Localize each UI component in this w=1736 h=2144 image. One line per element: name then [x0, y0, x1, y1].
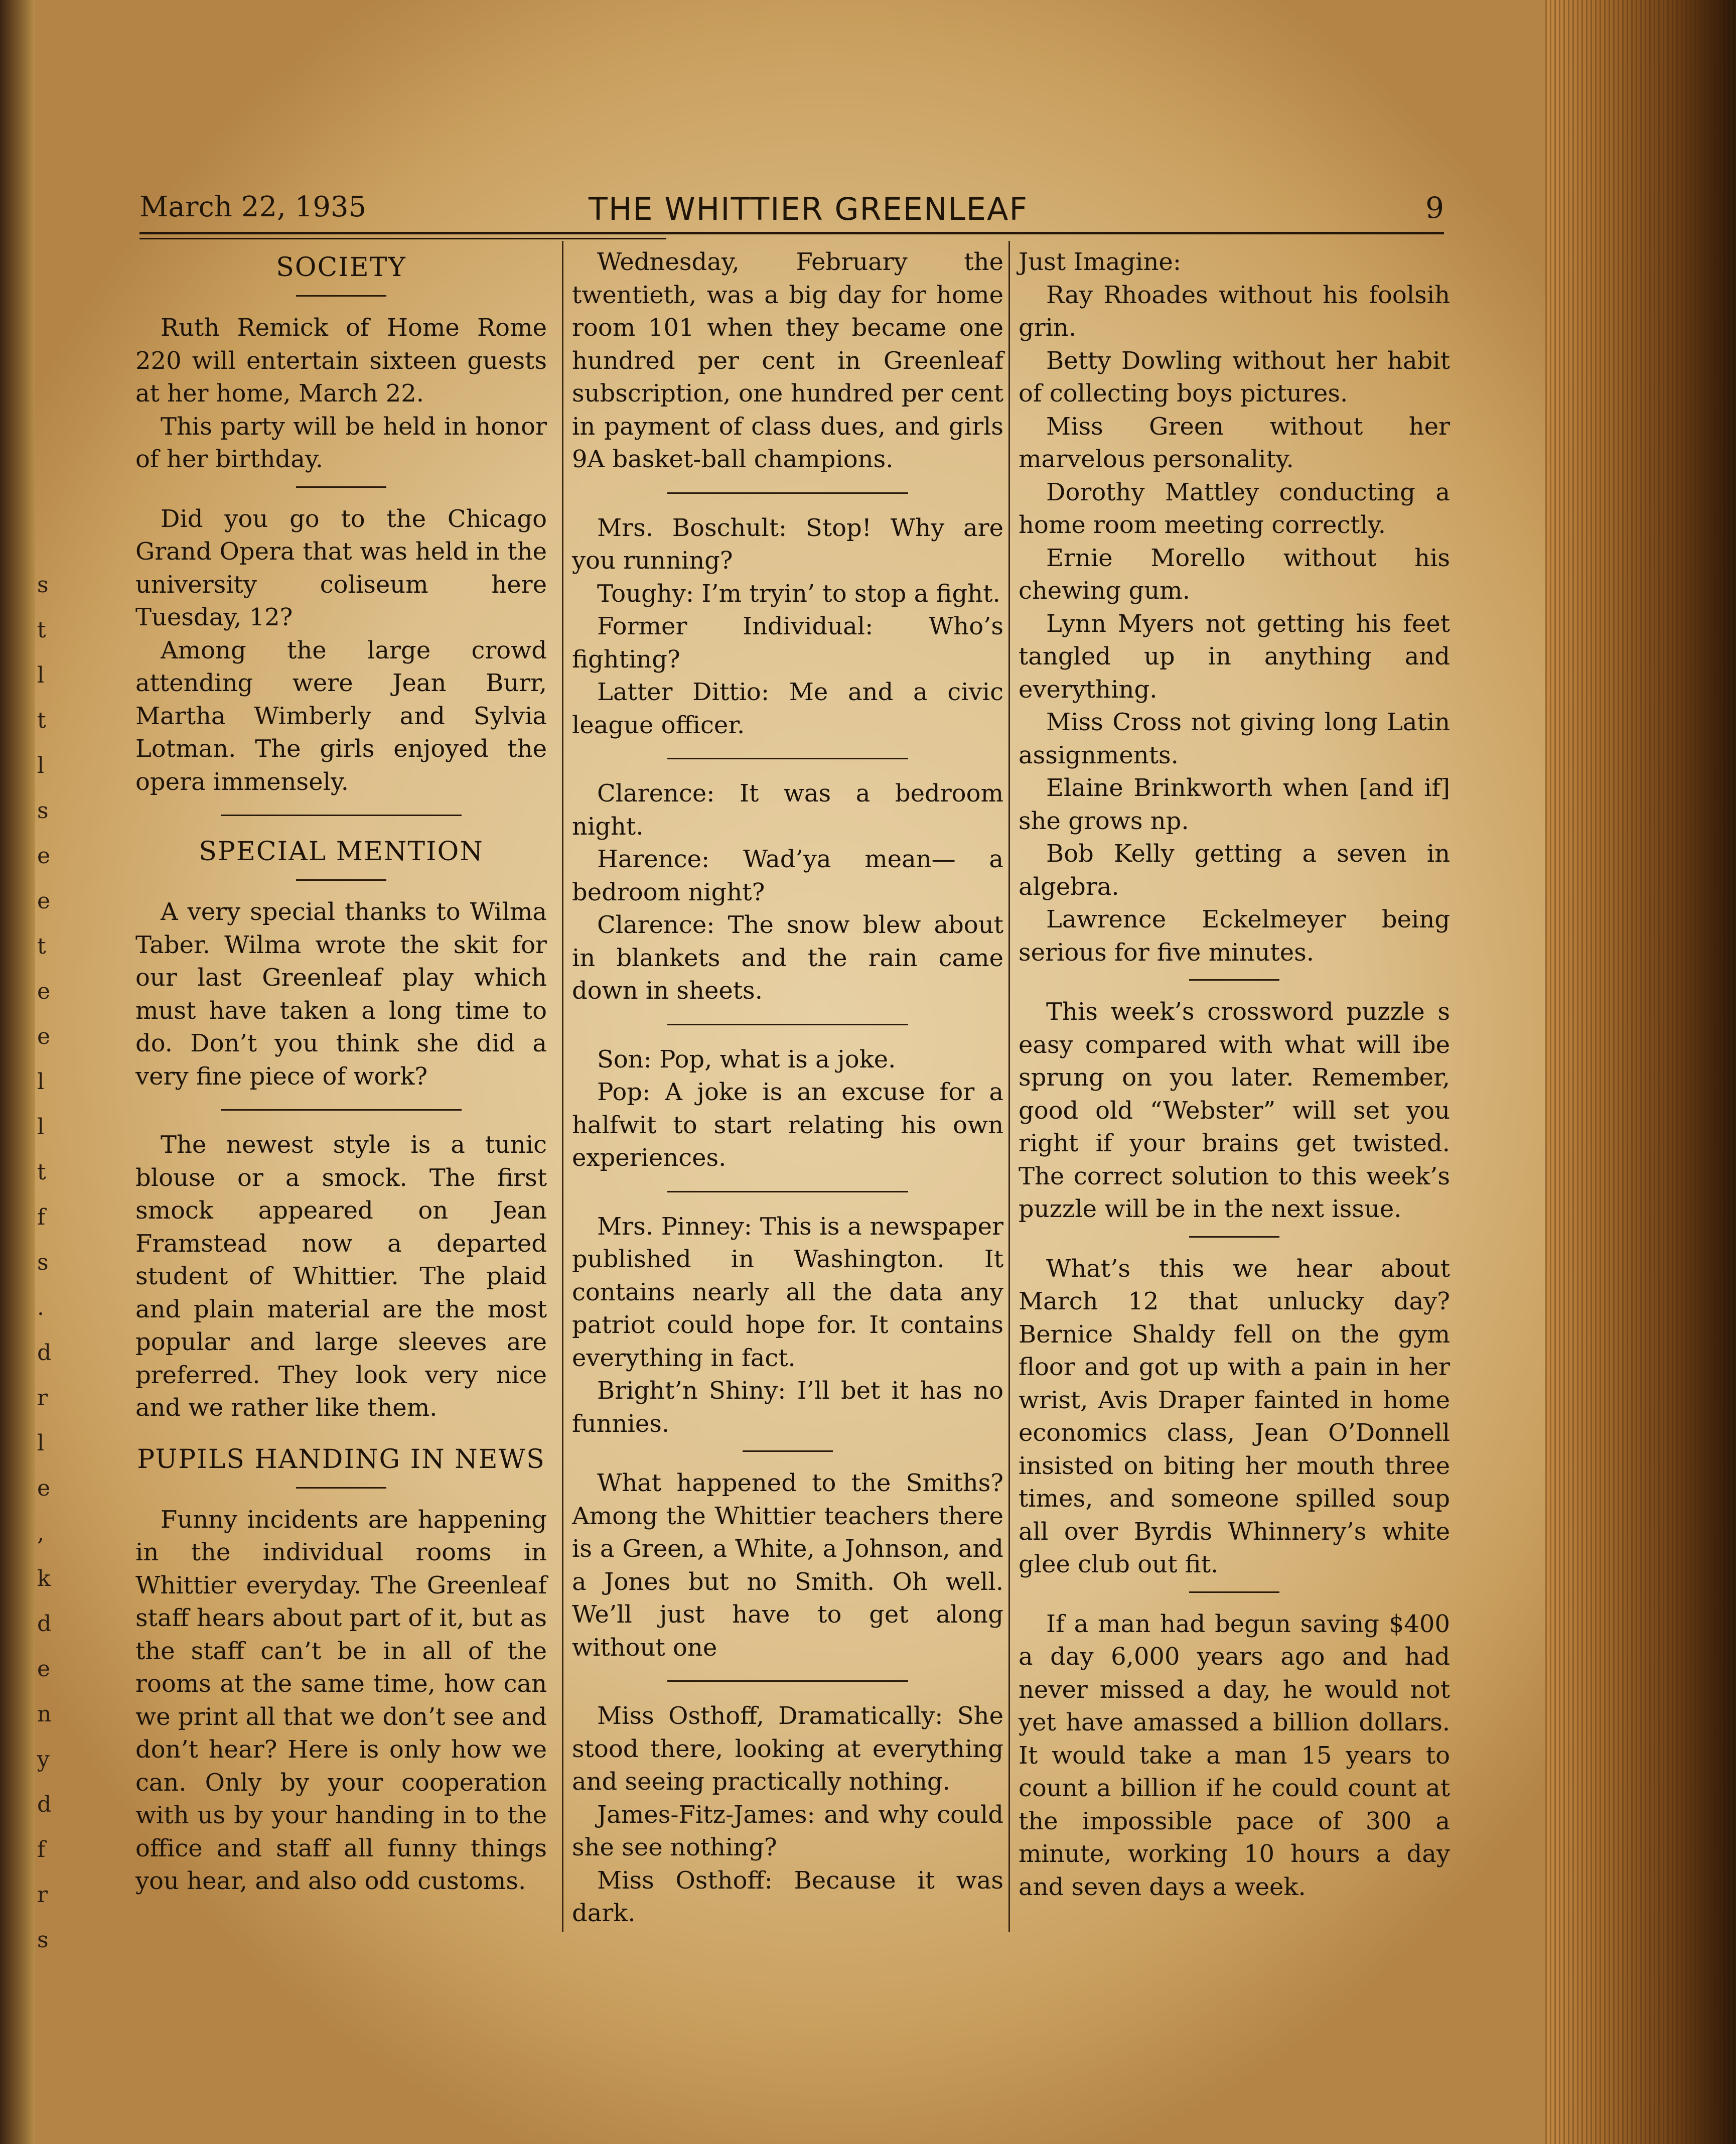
imagine-item: Miss Green without her marvelous personality. — [1019, 412, 1450, 473]
imagine-item: Miss Cross not giving long Latin assignments. — [1019, 708, 1450, 769]
imagine-item: Lynn Myers not getting his feet tangled up in anything and everything. — [1019, 609, 1450, 704]
divider — [221, 1109, 462, 1111]
issue-date: March 22, 1935 — [139, 191, 367, 223]
smiths-paragraph: What happened to the Smiths? Among the Whittier teachers there is a Green, a White, a Johnson, and a Jones but no Smith. Oh well. We’ll just have to get along without one — [572, 1469, 1003, 1662]
joke-line: Toughy: I’m tryin’ to stop a fight. — [597, 579, 1000, 608]
margin-fragment: e — [37, 1024, 51, 1049]
pupils-news-heading: PUPILS HANDING IN NEWS — [137, 1444, 545, 1475]
margin-fragment: e — [37, 843, 51, 869]
column-divider-1 — [562, 241, 563, 1932]
margin-fragment: s — [37, 1927, 49, 1953]
joke-line: Latter Dittio: Me and a civic league officer. — [572, 678, 1003, 739]
divider — [1189, 1591, 1279, 1593]
margin-fragment: f — [37, 1837, 46, 1862]
margin-fragment: . — [37, 1295, 44, 1320]
page-header — [139, 191, 1444, 236]
imagine-item: Ray Rhoades without his foolsih grin. — [1019, 281, 1450, 342]
joke-line: Miss Osthoff, Dramatically: She stood there, looking at everything and seeing practically nothing. — [572, 1702, 1003, 1796]
newspaper-page — [35, 0, 1555, 2144]
margin-fragment: t — [37, 708, 46, 733]
margin-fragment: s — [37, 572, 49, 598]
joke-line: Bright’n Shiny: I’ll bet it has no funnies. — [572, 1377, 1003, 1438]
margin-fragment: , — [37, 1521, 44, 1546]
imagine-item: Ernie Morello without his chewing gum. — [1019, 544, 1450, 605]
margin-fragment: t — [37, 933, 46, 959]
margin-fragment: l — [37, 1069, 45, 1095]
margin-fragment: k — [37, 1566, 51, 1591]
previous-page-margin — [37, 572, 52, 1977]
style-paragraph: The newest style is a tunic blouse or a smock. The first smock appeared on Jean Framstead now a departed student of Whittier. The plaid and plain material are the most popular and large sleeves are preferred. They look very nice and we rather like them. — [135, 1131, 547, 1422]
society-paragraph: This party will be held in honor of her birthday. — [135, 412, 547, 473]
margin-fragment: l — [37, 662, 45, 688]
divider — [667, 758, 908, 759]
joke-line: Mrs. Pinney: This is a newspaper published in Washington. It contains nearly all the data any patriot could hope for. It contains everything in fact. — [572, 1212, 1003, 1372]
margin-fragment: d — [37, 1792, 52, 1817]
society-paragraph: Ruth Remick of Home Rome 220 will entertain sixteen guests at her home, March 22. — [135, 314, 547, 408]
joke-line: Clarence: It was a bedroom night. — [572, 779, 1003, 841]
divider — [667, 1680, 908, 1682]
society-heading: SOCIETY — [276, 252, 406, 283]
margin-fragment: e — [37, 888, 51, 914]
billion-paragraph: If a man had begun saving $400 a day 6,000 years ago and had never missed a day, he would not yet have amassed a billion dollars. It would take a man 15 years to count a billion if he could count at the impossible pace of 300 a minute, working 10 hours a day and seven days a week. — [1019, 1610, 1450, 1901]
page-number: 9 — [1425, 191, 1444, 225]
imagine-item: Lawrence Eckelmeyer being serious for five minutes. — [1019, 905, 1450, 967]
crossword-paragraph: This week’s crossword puzzle s easy compared with what will ibe sprung on you later. Remember, good old “Webster” will set you right if your brains get twisted. The correct solution to this week’s puzzle will be in the next issue. — [1019, 998, 1450, 1223]
divider — [296, 1487, 386, 1489]
left-binding-edge — [0, 0, 39, 2144]
right-page-edges — [1545, 0, 1736, 2144]
imagine-item: Elaine Brinkworth when [and if] she grows np. — [1019, 774, 1450, 835]
margin-fragment: f — [37, 1204, 46, 1230]
divider — [296, 879, 386, 881]
joke-line: James-Fitz-James: and why could she see nothing? — [572, 1800, 1003, 1861]
divider — [667, 1024, 908, 1025]
column-2 — [572, 246, 1003, 1930]
march-12-paragraph: What’s this we hear about March 12 that unlucky day? Bernice Shaldy fell on the gym floor and got up with a pain in her wrist, Avis Draper fainted in home economics class, Jean O’Donnell insisted on biting her mouth three times, and someone spilled soup all over Byrdis Whinnery’s white glee club out fit. — [1019, 1254, 1450, 1578]
margin-fragment: l — [37, 1114, 45, 1140]
margin-fragment: l — [37, 753, 45, 778]
margin-fragment: y — [37, 1747, 50, 1772]
opera-paragraph: Did you go to the Chicago Grand Opera that was held in the university coliseum here Tuesday, 12? — [135, 504, 547, 631]
pupils-news-paragraph: Funny incidents are happening in the individual rooms in Whittier everyday. The Greenleaf staff hears about part of it, but as the staff can’t be in all of the rooms at the same time, how can we print all that we don’t see and don’t hear? Here is only how we can. Only by your cooperation with us by your handing in to the office and staff all funny things you hear, and also odd customs. — [135, 1505, 547, 1895]
imagine-item: Bob Kelly getting a seven in algebra. — [1019, 840, 1450, 901]
imagine-item: Dorothy Mattley conducting a home room meeting correctly. — [1019, 478, 1450, 539]
margin-fragment: s — [37, 1250, 49, 1275]
header-rule-secondary — [139, 238, 666, 239]
joke-line: Son: Pop, what is a joke. — [597, 1045, 896, 1074]
divider — [743, 1450, 833, 1452]
just-imagine-title: Just Imagine: — [1019, 248, 1181, 276]
imagine-item: Betty Dowling without her habit of collecting boys pictures. — [1019, 346, 1450, 408]
special-mention-paragraph: A very special thanks to Wilma Taber. Wilma wrote the skit for our last Greenleaf play which must have taken a long time to do. Don’t you think she did a very fine piece of work? — [135, 898, 547, 1091]
special-mention-heading: SPECIAL MENTION — [199, 837, 484, 867]
divider — [296, 486, 386, 488]
margin-fragment: d — [37, 1340, 52, 1366]
margin-fragment: l — [37, 1430, 45, 1456]
joke-line: Harence: Wad’ya mean— a bedroom night? — [572, 845, 1003, 906]
margin-fragment: n — [37, 1701, 52, 1727]
joke-line: Miss Osthoff: Because it was dark. — [572, 1866, 1003, 1927]
joke-line: Mrs. Boschult: Stop! Why are you running? — [572, 513, 1003, 575]
homeroom-paragraph: Wednesday, February the twentieth, was a big day for home room 101 when they became one hundred per cent in Greenleaf subscription, one hundred per cent in payment of class dues, and girls 9A basket-ball champions. — [572, 248, 1003, 473]
joke-line: Former Individual: Who’s fighting? — [572, 612, 1003, 674]
joke-line: Pop: A joke is an excuse for a halfwit to start relating his own experiences. — [572, 1078, 1003, 1172]
margin-fragment: t — [37, 1159, 46, 1185]
header-rule — [139, 232, 1444, 234]
margin-fragment: r — [37, 1882, 48, 1908]
divider — [667, 492, 908, 494]
newspaper-title: THE WHITTIER GREENLEAF — [589, 191, 1029, 227]
divider — [296, 295, 386, 297]
column-1 — [135, 246, 547, 1898]
margin-fragment: e — [37, 1656, 51, 1682]
divider — [1189, 979, 1279, 981]
divider — [667, 1191, 908, 1192]
joke-line: Clarence: The snow blew about in blankets and the rain came down in sheets. — [572, 911, 1003, 1005]
column-divider-2 — [1008, 241, 1010, 1932]
margin-fragment: t — [37, 617, 46, 643]
column-3 — [1019, 246, 1450, 1904]
margin-fragment: d — [37, 1611, 52, 1637]
divider — [1189, 1236, 1279, 1238]
opera-paragraph: Among the large crowd attending were Jean Burr, Martha Wimberly and Sylvia Lotman. The girls enjoyed the opera immensely. — [135, 636, 547, 796]
margin-fragment: e — [37, 1476, 51, 1501]
margin-fragment: r — [37, 1385, 48, 1411]
divider — [221, 815, 462, 816]
margin-fragment: e — [37, 979, 51, 1004]
margin-fragment: s — [37, 798, 49, 824]
